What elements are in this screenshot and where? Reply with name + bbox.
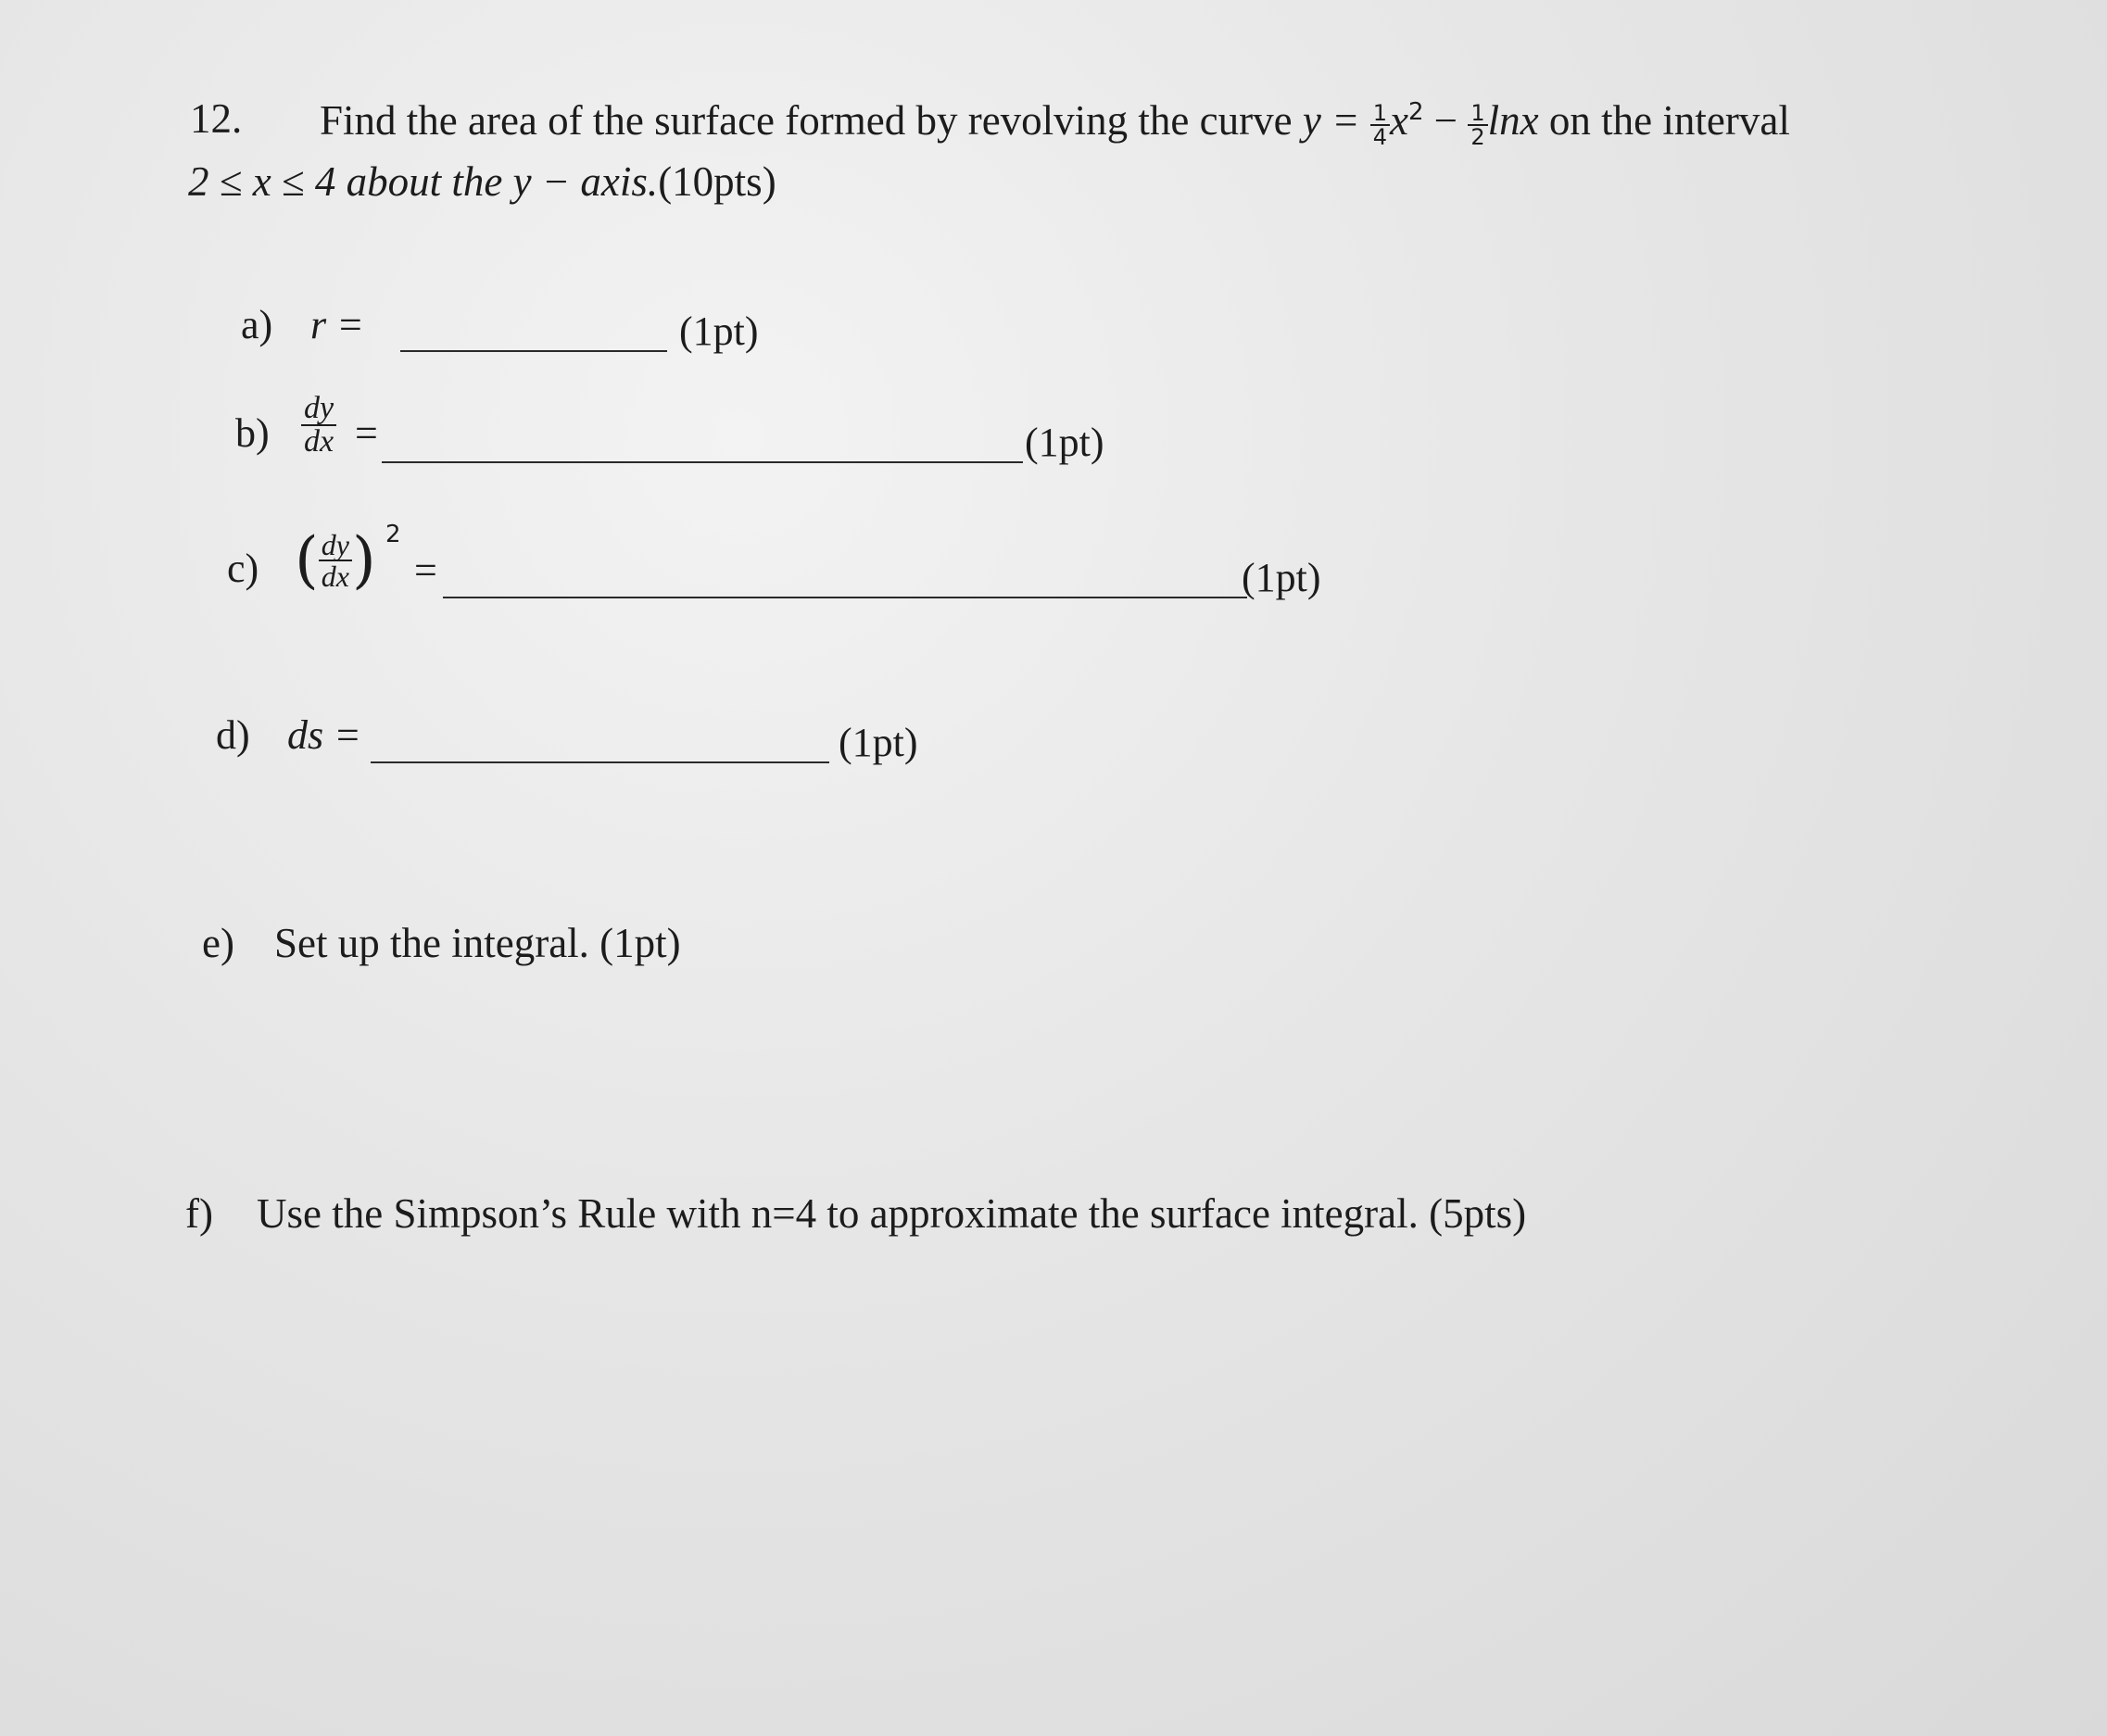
fraction-denominator: dx (321, 559, 349, 593)
equation-y: y = (1302, 97, 1370, 144)
part-a-answer-blank[interactable] (400, 350, 667, 352)
part-c-label: c) (227, 546, 259, 591)
part-a-label: a) (241, 302, 273, 347)
part-c-exponent: 2 (385, 521, 401, 548)
part-c-answer-blank[interactable] (443, 597, 1247, 598)
part-d-expression: ds = (287, 712, 361, 758)
x-squared-base: x (1389, 97, 1408, 144)
part-d-label: d) (216, 712, 250, 758)
part-b-answer-blank[interactable] (382, 461, 1023, 463)
part-e-text: Set up the integral. (1pt) (274, 920, 681, 966)
part-c-equals: = (414, 547, 437, 593)
part-c-points: (1pt) (1242, 555, 1321, 600)
fraction-numerator: dy (301, 393, 336, 426)
part-a-expression: r = (310, 302, 364, 347)
fraction-denominator: 2 (1470, 123, 1485, 150)
part-b-label: b) (235, 410, 270, 456)
part-a-points: (1pt) (679, 308, 759, 354)
part-b-equals: = (355, 410, 378, 456)
fraction-one-half (1468, 99, 1487, 150)
interval-text: 2 ≤ x ≤ 4 about the y − axis. (188, 158, 659, 205)
ln-term: lnx (1487, 97, 1539, 144)
problem-text: Find the area of the surface formed by revolving the curve (320, 97, 1303, 144)
fraction-denominator: 4 (1372, 123, 1387, 150)
part-b-derivative (301, 393, 336, 458)
problem-number: 12. (190, 95, 243, 142)
problem-statement-line1 (320, 96, 1790, 148)
part-f-label: f) (185, 1190, 213, 1237)
part-d-points: (1pt) (839, 720, 918, 765)
dy-dx-fraction (319, 527, 352, 593)
close-paren: ) (351, 524, 376, 596)
part-d-answer-blank[interactable] (371, 761, 829, 763)
minus-sign: − (1423, 97, 1469, 144)
dy-dx-fraction (301, 393, 336, 458)
problem-points: (10pts) (658, 158, 776, 205)
fraction-denominator: dx (304, 424, 334, 459)
x-squared-exponent: 2 (1407, 98, 1424, 126)
fraction-numerator: dy (319, 530, 352, 561)
part-b-points: (1pt) (1025, 420, 1104, 465)
problem-statement-line2 (188, 157, 776, 206)
part-e-label: e) (202, 920, 234, 966)
problem-text-tail: on the interval (1538, 97, 1790, 144)
fraction-one-quarter (1370, 99, 1390, 150)
open-paren: ( (295, 524, 319, 596)
fraction-numerator: 1 (1468, 102, 1487, 126)
part-c-squared-derivative (295, 524, 376, 596)
part-f-text: Use the Simpson’s Rule with n=4 to approximate the surface integral. (5pts) (257, 1190, 1527, 1237)
fraction-numerator: 1 (1370, 102, 1390, 126)
